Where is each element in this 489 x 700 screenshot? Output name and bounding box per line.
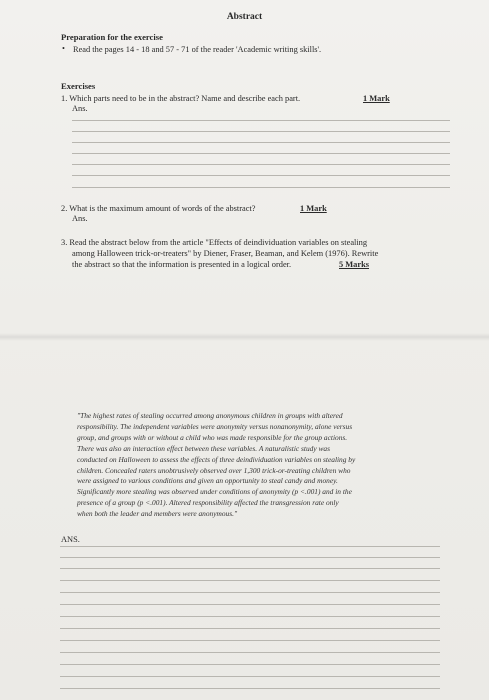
- answer-line: [72, 175, 450, 176]
- answer-line: [72, 142, 450, 143]
- answer-line: [60, 664, 440, 665]
- answer-line: [60, 604, 440, 605]
- abstract-quote: [77, 411, 452, 520]
- quote-line: responsibility. The independent variables were anonymity versus nonanonymity, alone versus: [77, 421, 353, 431]
- answer-line: [60, 640, 440, 641]
- quote-line: children. Concealed raters unobtrusively observed over 1,300 trick-or-treating children who: [77, 465, 351, 475]
- question-1-mark: 1 Mark: [363, 94, 390, 103]
- question-1-ans-label: Ans.: [72, 104, 88, 113]
- answer-line: [72, 187, 450, 188]
- answer-line: [60, 568, 440, 569]
- answer-line: [60, 628, 440, 629]
- answer-line: [60, 688, 440, 689]
- answer-line: [60, 616, 440, 617]
- quote-line: were assigned to various conditions and given an opportunity to steal candy and money.: [77, 476, 338, 486]
- answer-line: [60, 676, 440, 677]
- answer-line: [60, 546, 440, 547]
- question-2-ans-label: Ans.: [72, 214, 88, 223]
- answer-line: [60, 592, 440, 593]
- quote-line: when both the leader and members were anonymous.": [77, 509, 238, 519]
- quote-line: Significantly more stealing was observed under conditions of anonymity (p <.001) and in the: [77, 487, 352, 497]
- question-2-text: 2. What is the maximum amount of words of the abstract?: [61, 204, 256, 213]
- quote-line: "The highest rates of stealing occurred among anonymous children in groups with altered: [77, 411, 343, 420]
- question-2-mark: 1 Mark: [300, 204, 327, 213]
- answer-line: [72, 153, 450, 154]
- exercises-heading: Exercises: [61, 81, 96, 91]
- quote-line: group, and groups with or without a child who was made responsible for the group actions.: [77, 432, 348, 442]
- question-1-text: 1. Which parts need to be in the abstract? Name and describe each part.: [61, 94, 301, 103]
- bullet-icon: •: [62, 44, 65, 53]
- page-fold-shadow: [0, 333, 489, 341]
- preparation-heading: Preparation for the exercise: [61, 32, 163, 42]
- quote-line: conducted on Halloween to assess the effects of three deindividuation variables on stealing by: [77, 454, 356, 464]
- quote-line: There was also an interaction effect between these variables. A naturalistic study was: [77, 443, 330, 453]
- answer-line: [72, 120, 450, 121]
- answer-line: [60, 557, 440, 558]
- answer-line: [72, 164, 450, 165]
- preparation-text: Read the pages 14 - 18 and 57 - 71 of the reader 'Academic writing skills'.: [73, 45, 322, 54]
- final-ans-label: ANS.: [61, 535, 80, 544]
- quote-line: presence of a group (p <.001). Altered responsibility affected the transgression rate only: [77, 498, 339, 508]
- answer-line: [60, 580, 440, 581]
- answer-line: [72, 131, 450, 132]
- page-title: Abstract: [226, 12, 263, 22]
- answer-line: [60, 652, 440, 653]
- question-3-line-3: the abstract so that the information is presented in a logical order.: [72, 260, 292, 269]
- question-3-mark: 5 Marks: [339, 260, 370, 269]
- question-3-line-1: 3. Read the abstract below from the article "Effects of deindividuation variables on stealing: [61, 238, 368, 247]
- question-3-line-2: among Halloween trick-or-treaters" by Diener, Fraser, Beaman, and Kelem (1976). Rewrite: [72, 249, 379, 258]
